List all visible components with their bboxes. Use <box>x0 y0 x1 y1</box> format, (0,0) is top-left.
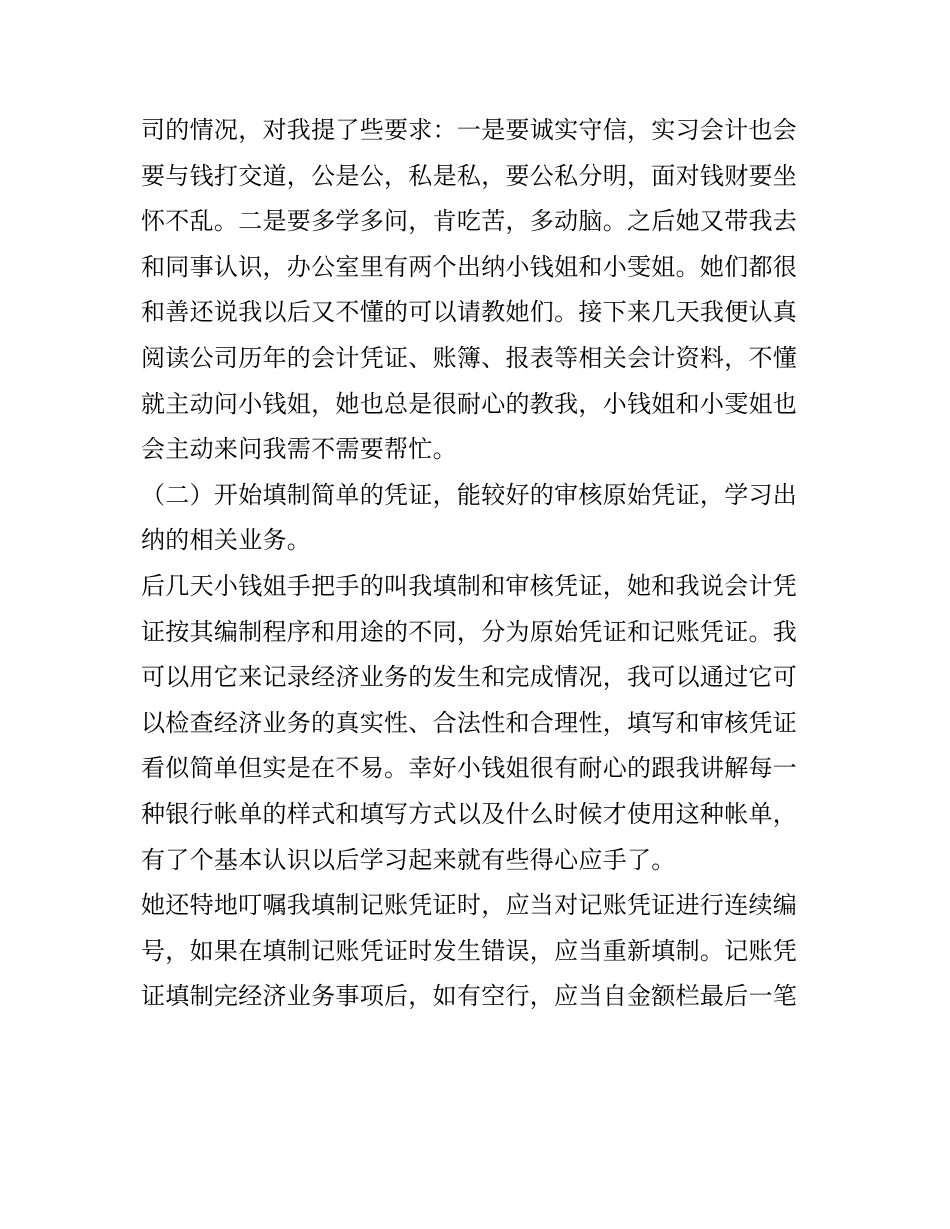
text-line: 后几天小钱姐手把手的叫我填制和审核凭证，她和我说会计凭 <box>141 571 798 600</box>
text-line: 和善还说我以后又不懂的可以请教她们。接下来几天我便认真 <box>141 298 798 327</box>
text-line: 就主动问小钱姐，她也总是很耐心的教我，小钱姐和小雯姐也 <box>141 389 798 418</box>
text-line: 阅读公司历年的会计凭证、账簿、报表等相关会计资料，不懂 <box>141 343 798 372</box>
text-line: 和同事认识，办公室里有两个出纳小钱姐和小雯姐。她们都很 <box>141 252 798 281</box>
text-line: 她还特地叮嘱我填制记账凭证时，应当对记账凭证进行连续编 <box>141 891 798 920</box>
text-line: 以检查经济业务的真实性、合法性和合理性，填写和审核凭证 <box>141 708 798 737</box>
text-line: 司的情况，对我提了些要求：一是要诚实守信，实习会计也会 <box>141 116 798 144</box>
text-line: 号，如果在填制记账凭证时发生错误，应当重新填制。记账凭 <box>141 936 798 965</box>
text-line: 怀不乱。二是要多学多问，肯吃苦，多动脑。之后她又带我去 <box>141 207 798 236</box>
text-line: 有了个基本认识以后学习起来就有些得心应手了。 <box>141 845 676 874</box>
text-line: 证填制完经济业务事项后，如有空行，应当自金额栏最后一笔 <box>141 982 798 1011</box>
section-heading: （二）开始填制简单的凭证，能较好的审核原始凭证，学习出 <box>141 480 798 509</box>
section-heading: 纳的相关业务。 <box>141 526 312 555</box>
text-line: 要与钱打交道，公是公，私是私，要公私分明，面对钱财要坐 <box>141 161 798 190</box>
text-line: 可以用它来记录经济业务的发生和完成情况，我可以通过它可 <box>141 663 798 692</box>
text-line: 看似简单但实是在不易。幸好小钱姐很有耐心的跟我讲解每一 <box>141 754 798 783</box>
text-line: 种银行帐单的样式和填写方式以及什么时候才使用这种帐单， <box>141 799 798 828</box>
document-body <box>141 108 813 1020</box>
text-line: 会主动来问我需不需要帮忙。 <box>141 435 457 464</box>
text-line: 证按其编制程序和用途的不同，分为原始凭证和记账凭证。我 <box>141 617 798 646</box>
